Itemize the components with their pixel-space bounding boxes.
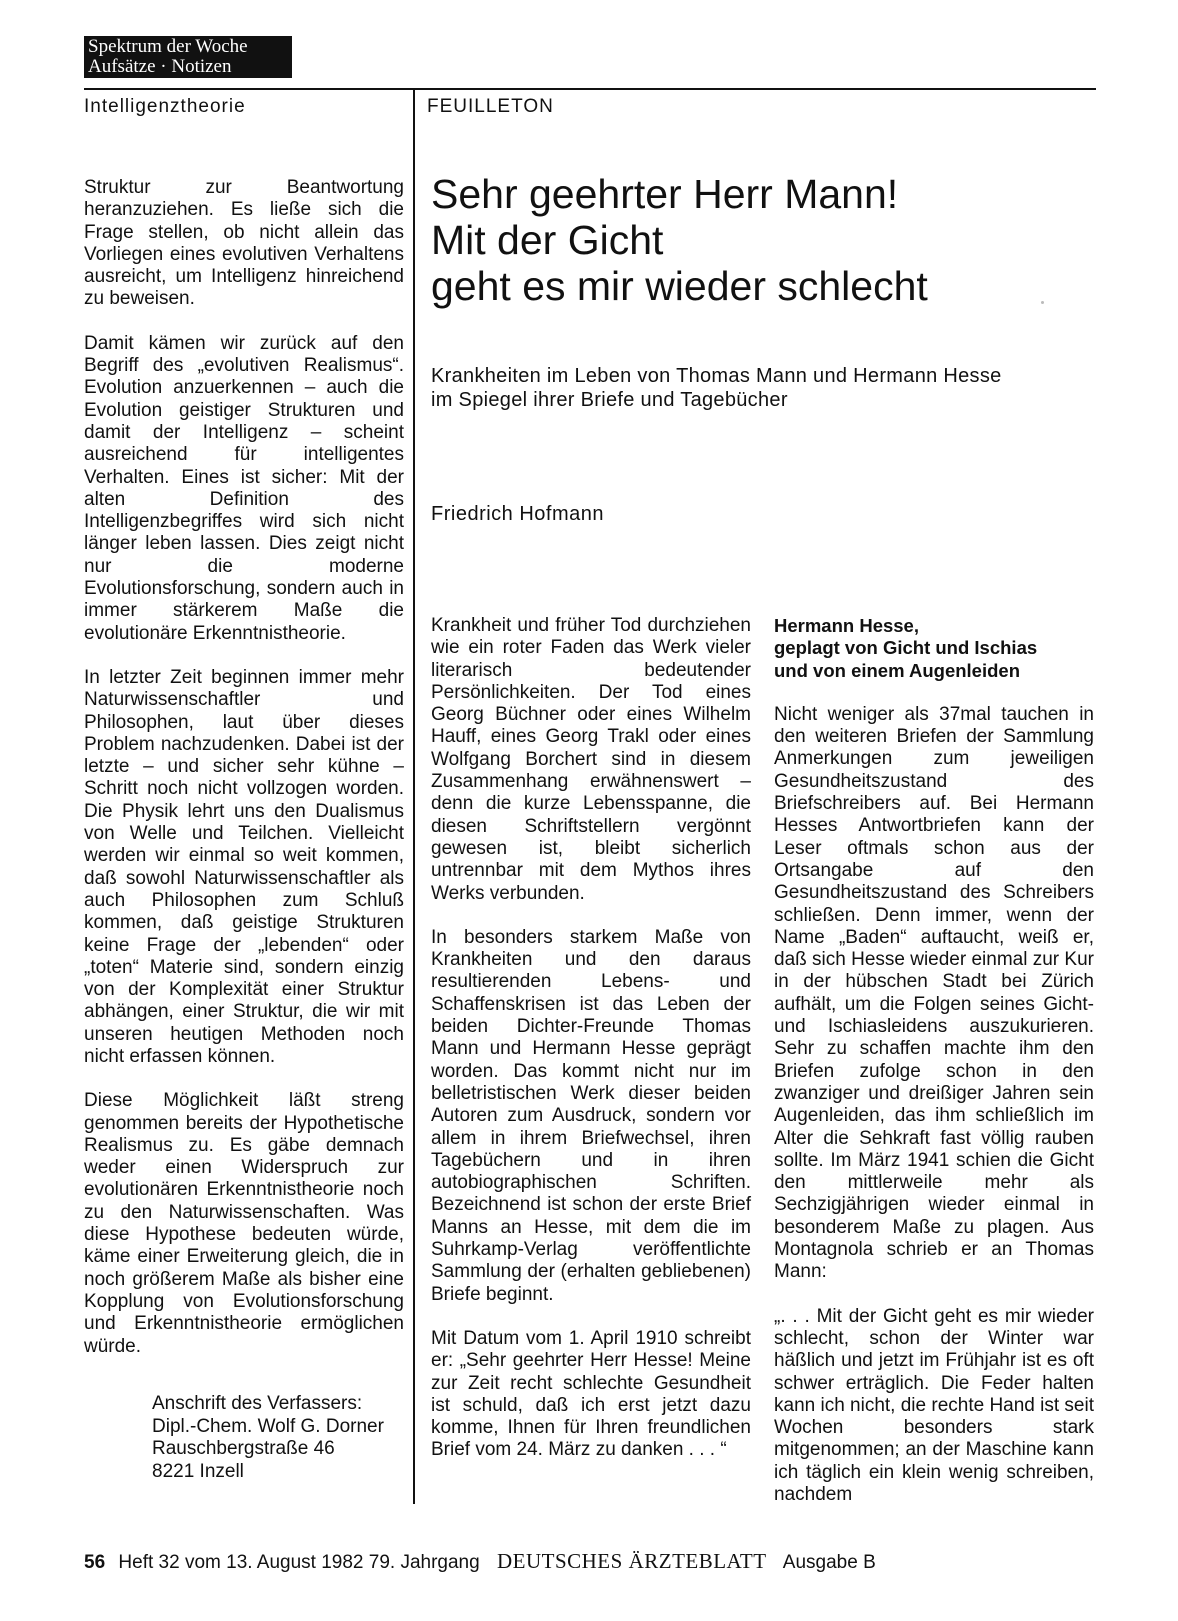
left-paragraph: In letzter Zeit beginnen immer mehr Naturwissenschaftler und Philosophen, laut über dieses Problem nachzudenken. Dabei ist der letzte – und sicher sehr kühne – Schritt noch nicht vollzogen worden. Die Physik lehrt uns den Dualismus von Welle und Teilchen. Vielleicht werden wir einmal so weit kommen, daß sowohl Naturwissenschaftler als auch Philosophen zum Schluß kommen, daß geistige Strukturen keine Frage der „lebenden“ oder „toten“ Materie sind, sondern einzig von der Komplexität einer Struktur abhängen, einer Struktur, die wir mit unseren heutigen Methoden noch nicht erfassen können. — [84, 666, 404, 1067]
subhead-line: und von einem Augenleiden — [774, 659, 1021, 681]
middle-column — [431, 615, 751, 1484]
headline-line: geht es mir wieder schlecht — [431, 263, 928, 309]
left-section-label: Intelligenztheorie — [84, 96, 246, 117]
article-headline — [431, 171, 1091, 309]
subhead-line: Hermann Hesse, — [774, 615, 919, 636]
top-rule — [84, 88, 1096, 90]
left-paragraph: Struktur zur Beantwortung heranzuziehen. Es ließe sich die Frage stellen, ob nicht allein das Vorliegen eines evolutiven Verhaltens ausreicht, um Intelligenz hinreichend zu beweisen. — [84, 177, 404, 310]
middle-paragraph: In besonders starkem Maße von Krankheiten und den daraus resultierenden Lebens- und Schaffenskrisen ist das Leben der beiden Dichter-Freunde Thomas Mann und Hermann Hesse geprägt worden. Das kommt nicht nur im belletristischen Werk dieser beiden Autoren zum Ausdruck, sondern vor allem in ihrem Briefwechsel, ihren Tagebüchern und in ihren autobiographischen Schriften. Bezeichnend ist schon der erste Brief Manns an Hesse, mit dem die im Suhrkamp-Verlag veröffentlichte Sammlung der (erhalten gebliebenen) Briefe beginnt. — [431, 926, 751, 1305]
column-divider — [413, 89, 415, 1504]
section-subhead — [774, 615, 1094, 682]
masthead-subtitle: Aufsätze · Notizen — [88, 56, 232, 77]
address-heading: Anschrift des Verfassers: — [152, 1393, 363, 1414]
subhead-line: geplagt von Gicht und Ischias — [774, 637, 1038, 659]
middle-paragraph: Mit Datum vom 1. April 1910 schreibt er: „Sehr geehrter Herr Hesse! Meine zur Zeit recht schlechte Gesundheit ist schuld, daß ich erst jetzt dazu komme, Ihnen für Ihren freundlichen Brief vom 24. März zu danken . . . “ — [431, 1327, 751, 1461]
headline-line: Sehr geehrter Herr Mann! — [431, 171, 899, 217]
headline-line: Mit der Gicht — [431, 217, 664, 263]
article-author: Friedrich Hofmann — [431, 503, 605, 525]
middle-paragraph: Krankheit und früher Tod durchziehen wie ein roter Faden das Werk vieler literarisch bedeutender Persönlichkeiten. Der Tod eines Georg Büchner oder eines Wilhelm Hauff, eines Georg Trakl oder eines Wolfgang Borchert sind in diesem Zusammenhang erwähnenswert – denn die kurze Lebensspanne, die diesen Schriftstellern vergönnt gewesen ist, bleibt sicherlich untrennbar mit dem Mythos ihres Werks verbunden. — [431, 615, 751, 904]
print-speck — [1041, 301, 1044, 304]
address-city: 8221 Inzell — [152, 1460, 244, 1482]
masthead — [84, 36, 292, 78]
left-paragraph: Diese Möglichkeit läßt streng genommen bereits der Hypothetische Realismus zu. Es gäbe demnach weder einen Widerspruch zur evolutionären Erkenntnistheorie noch zu den Naturwissenschaften. Was diese Hypothese bedeuten würde, käme einer Erweiterung gleich, die in noch größerem Maße als bisher eine Kopplung von Evolutionsforschung und Erkenntnistheorie ermöglichen würde. — [84, 1090, 404, 1357]
article-subtitle — [431, 364, 1091, 412]
right-column — [774, 615, 1094, 1528]
subtitle-line: im Spiegel ihrer Briefe und Tagebücher — [431, 389, 788, 411]
left-paragraph: Damit kämen wir zurück auf den Begriff des „evolutiven Realismus“. Evolution anzuerkennen – auch die Evolution geistiger Strukturen und damit der Intelligenz – scheint ausreichend für intelligentes Verhalten. Eines ist sicher: Mit der alten Definition des Intelligenzbegriffes wird sich nicht länger leben lassen. Dies zeigt nicht nur die moderne Evolutionsforschung, sondern auch in immer stärkerem Maße die evolutionäre Erkenntnistheorie. — [84, 332, 404, 644]
author-address — [152, 1393, 412, 1483]
left-column — [84, 177, 404, 1380]
address-street: Rauschbergstraße 46 — [152, 1438, 335, 1459]
right-paragraph: „. . . Mit der Gicht geht es mir wieder schlecht, schon der Winter war häßlich und jetzt im Frühjahr ist es oft schwer erträglich. Die Feder halten kann ich nicht, die rechte Hand ist seit Wochen besonders stark mitgenommen; an der Maschine kann ich täglich ein klein wenig schreiben, nachdem — [774, 1305, 1095, 1505]
journal-name: DEUTSCHES ÄRZTEBLATT — [496, 1549, 767, 1573]
page-number: 56 — [84, 1552, 106, 1573]
edition-label: Ausgabe B — [782, 1552, 876, 1573]
issue-info: Heft 32 vom 13. August 1982 79. Jahrgang — [118, 1552, 480, 1573]
subtitle-line: Krankheiten im Leben von Thomas Mann und Hermann Hesse — [431, 365, 1002, 387]
right-paragraph: Nicht weniger als 37mal tauchen in den weiteren Briefen der Sammlung Anmerkungen zum jeweiligen Gesundheitszustand des Briefschreibers auf. Bei Hermann Hesses Antwortbriefen kann der Leser oftmals schon aus der Ortsangabe auf den Gesundheitszustand des Schreibers schließen. Denn immer, wenn der Name „Baden“ auftaucht, weiß er, daß sich Hesse wieder einmal zur Kur in der hübschen Stadt bei Zürich aufhält, um die Folgen seines Gicht- und Ischiasleidens auszukurieren. Sehr zu schaffen machte ihm den Briefen zufolge schon in den zwanziger und dreißiger Jahren sein Augenleiden, das ihm schließlich im Alter die Sehkraft fast völlig rauben sollte. Im März 1941 schien die Gicht den mittlerweile mehr als Sechzigjährigen wieder einmal in besonderem Maße zu plagen. Aus Montagnola schrieb er an Thomas Mann: — [774, 703, 1094, 1283]
right-section-label: FEUILLETON — [427, 96, 554, 117]
masthead-title: Spektrum der Woche — [88, 36, 248, 57]
address-name: Dipl.-Chem. Wolf G. Dorner — [152, 1415, 384, 1437]
page-footer — [84, 1549, 876, 1574]
